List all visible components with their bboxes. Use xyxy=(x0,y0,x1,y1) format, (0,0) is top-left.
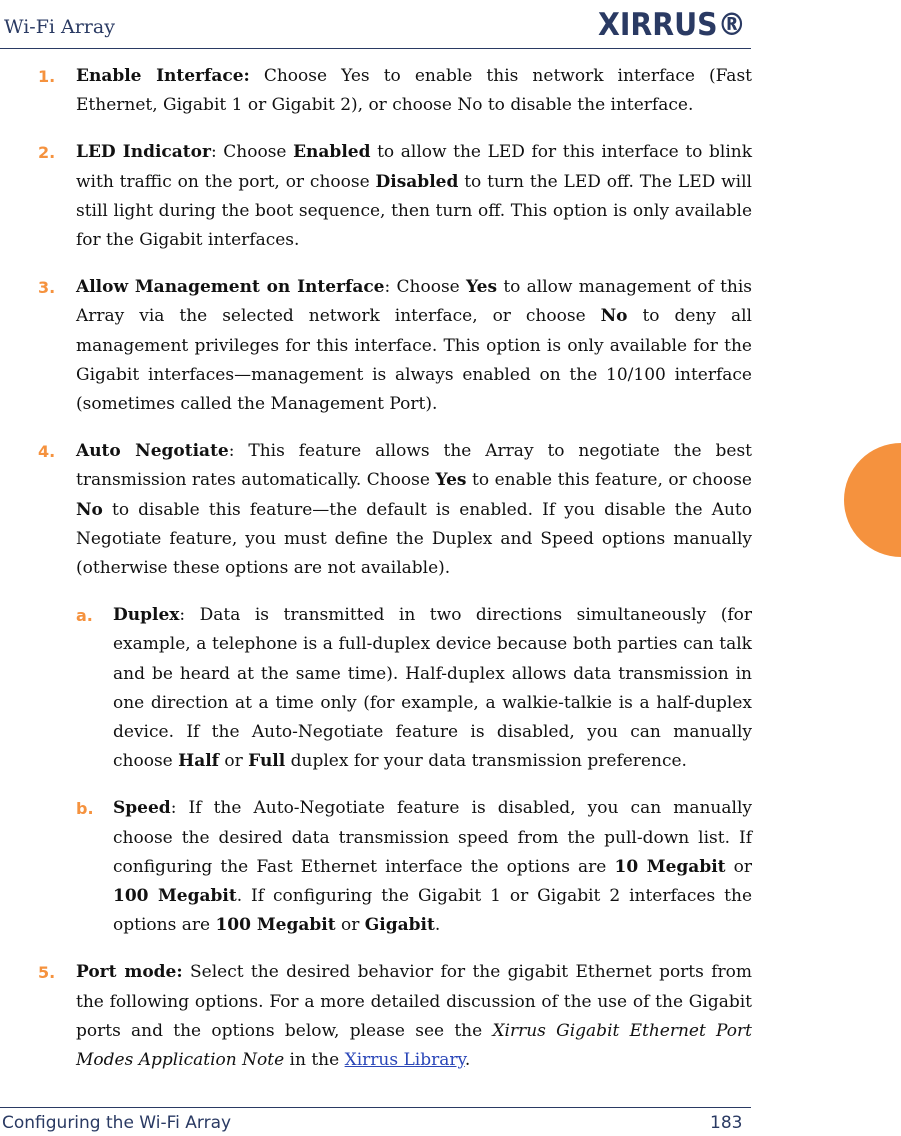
text-run: : Choose xyxy=(384,277,467,298)
text-run: or xyxy=(219,751,249,772)
text-run: to enable this feature, or choose xyxy=(466,470,752,491)
header-title: Wi-Fi Array xyxy=(4,16,115,38)
bold-option: 100 Megabit xyxy=(215,915,336,936)
bold-option: Half xyxy=(178,751,219,772)
list-number: 4. xyxy=(38,442,56,462)
bold-option: Gigabit xyxy=(364,915,435,936)
text-run: in the xyxy=(284,1050,345,1071)
text-run: : This feature allows the Array to negotiate the best transmission rates automatically. Choose xyxy=(76,441,753,491)
text-run: to allow management of this Array via the selected network interface, or choose xyxy=(76,277,753,327)
list-number: 3. xyxy=(38,278,56,298)
text-run: duplex for your data transmission preference. xyxy=(285,751,687,772)
bold-option: No xyxy=(76,499,103,520)
list-number: 5. xyxy=(38,963,56,983)
bold-option: Yes xyxy=(466,277,498,298)
sub-item-speed xyxy=(76,794,752,940)
term-label: LED Indicator xyxy=(76,142,211,163)
bold-option: No xyxy=(600,306,628,327)
footer-section-title: Configuring the Wi-Fi Array xyxy=(2,1113,232,1133)
list-text xyxy=(76,138,752,255)
sub-list-letter: b. xyxy=(76,799,94,819)
bold-option: Enabled xyxy=(293,142,371,163)
list-item-allow-management xyxy=(0,273,752,419)
term-label: Speed xyxy=(113,798,171,819)
text-run: to deny all management privileges for this interface. This option is only available for the Gigabit interfaces—management is always enabled on the 10/100 interface (sometimes called the Management Port). xyxy=(76,306,752,415)
text-run: . xyxy=(464,1050,471,1071)
xirrus-logo xyxy=(596,6,748,40)
text-run: to allow the LED for this interface to blink with traffic on the port, or choose xyxy=(76,142,752,192)
term-label: Enable Interface: xyxy=(76,66,250,86)
text-run: Select the desired behavior for the gigabit Ethernet ports from the following options. For a more detailed discussion of the use of the Gigabit ports and the options below, please see the xyxy=(76,962,752,1041)
text-run: Choose Yes to enable this network interface (Fast Ethernet, Gigabit 1 or Gigabit 2), or choose No to disable the interface. xyxy=(76,66,752,116)
xirrus-library-link[interactable]: Xirrus Library xyxy=(344,1050,465,1071)
term-label: Duplex xyxy=(113,605,180,626)
sub-list-letter: a. xyxy=(76,606,93,626)
term-label: Auto Negotiate xyxy=(76,441,229,462)
sub-item-duplex xyxy=(76,601,752,776)
text-run: to disable this feature—the default is enabled. If you disable the Auto Negotiate feature, you must define the Duplex and Speed options manually (otherwise these options are not available). xyxy=(76,499,752,579)
header-rule xyxy=(0,48,751,49)
chapter-tab-marker xyxy=(844,443,901,557)
list-number: 2. xyxy=(38,143,56,163)
text-run: . If configuring the Gigabit 1 or Gigabit 2 interfaces the options are xyxy=(113,886,753,936)
footer-rule xyxy=(0,1107,751,1108)
list-item-enable-interface xyxy=(0,62,752,120)
sub-list-text xyxy=(113,794,752,940)
page-number: 183 xyxy=(710,1113,743,1133)
list-text xyxy=(76,958,752,1075)
list-text xyxy=(76,273,752,419)
text-run: : If the Auto-Negotiate feature is disabled, you can manually choose the desired data transmission speed from the pull-down list. If configuring the Fast Ethernet interface the options are xyxy=(113,798,752,877)
sub-list-text xyxy=(113,601,752,776)
text-run: or xyxy=(725,856,753,877)
document-body xyxy=(0,62,752,1093)
list-text xyxy=(76,437,752,583)
term-label: Port mode: xyxy=(76,962,183,983)
text-run: . xyxy=(434,915,441,936)
list-text xyxy=(76,62,752,120)
bold-option: Yes xyxy=(435,470,467,491)
term-label: Allow Management on Interface xyxy=(76,277,385,298)
text-run: or xyxy=(335,915,365,936)
text-run: to turn the LED off. The LED will still light during the boot sequence, then turn off. This option is only available for the Gigabit interfaces. xyxy=(76,171,752,251)
list-item-auto-negotiate xyxy=(0,437,752,940)
list-number: 1. xyxy=(38,67,56,86)
bold-option: 100 Megabit xyxy=(113,886,237,907)
document-title-italic: Xirrus Gigabit Ethernet Port Modes Application Note xyxy=(76,1020,752,1071)
bold-option: Disabled xyxy=(375,171,459,192)
bold-option: Full xyxy=(248,751,286,772)
list-item-led-indicator xyxy=(0,138,752,255)
list-item-port-mode xyxy=(0,958,752,1075)
bold-option: 10 Megabit xyxy=(614,856,726,877)
text-run: : Data is transmitted in two directions simultaneously (for example, a telephone is a full-duplex device because both parties can talk and be heard at the same time). Half-duplex allows data transmission in one direction at a time only (for example, a walkie-talkie is a half-duplex device. If the Auto-Negotiate feature is disabled, you can manually choose xyxy=(113,605,752,772)
logo-text: XIRRUS® xyxy=(598,7,746,40)
text-run: : Choose xyxy=(210,142,294,163)
